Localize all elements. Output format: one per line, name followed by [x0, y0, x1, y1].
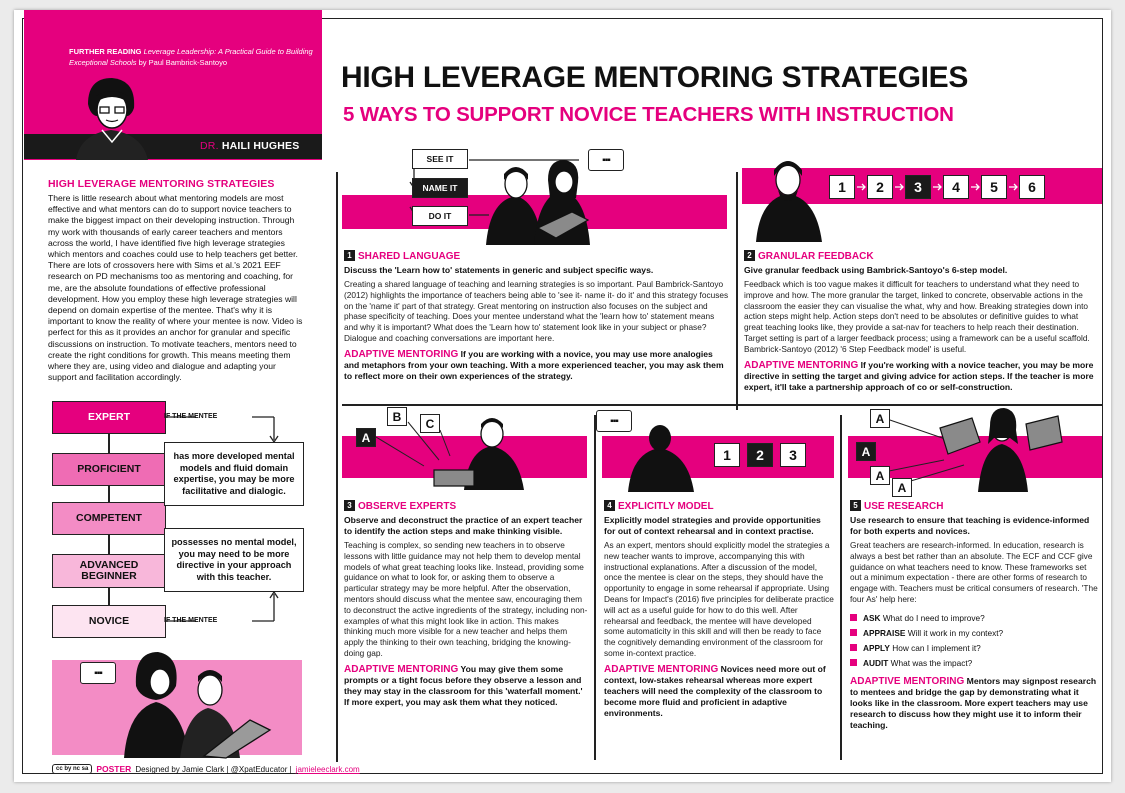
section3-lead: Observe and deconstruct the practice of an expert teacher to identify the action steps and make thinking visible.	[344, 515, 583, 536]
bullet-square-icon	[850, 614, 857, 621]
section5-adaptive: ADAPTIVE MENTORING Mentors may signpost research to mentees and bridge the gap by demonstrating what it looks like in the classroom. More expert teachers may use research to discuss how they might use it to inform their teaching.	[850, 675, 1097, 730]
intro-text: There is little research about what mentoring models are most effective and what mentors can do to support novice teachers to make the biggest impact on their developing instruction. Through my work with thousands of early career teachers and mentors across the world, I have identified five high leverage strategies which mentors and coaches could use to help teachers get better. There are lots of crossovers here with Sims et al.'s 2021 EEF research on PD mechanisms too as mentoring and coaching, for me, are the absolute foundations of effective professional development. How you employ these high leverage strategies will depend on domain expertise of the mentee. That's why it is important to know the reality of where your mentee is now. Video is perfect for this as it provides an anchor for granular and specific discussions on instruction. To motivate teachers, mentors need to create the right conditions for growth. This means meeting them where they are, using video and dialogue and adapting your support and facilitation accordingly.	[48, 193, 303, 383]
page-subtitle: 5 WAYS TO SUPPORT NOVICE TEACHERS WITH INSTRUCTION	[343, 103, 954, 126]
letter-a-box: A	[856, 442, 876, 461]
level-proficient: PROFICIENT	[52, 453, 166, 486]
bullet-square-icon	[850, 629, 857, 636]
section1-lead: Discuss the 'Learn how to' statements in generic and subject specific ways.	[344, 265, 654, 275]
section4-body: As an expert, mentors should explicitly model the strategies a new teacher wants to improve, accompanying this with instructional explanations. After a discussion of the model, once the mentee is clear on the steps, they should have the opportunity to engage in some rehearsal if appropriate. Using Deans for Impact's (2016) five principles for deliberate practice will act as a useful guide for how to do this well. After rehearsal and feedback, the mentee will have developed some automaticity in this skill and will then be ready to face the cognitively demanding environment of the classroom for some in-context practice.	[604, 540, 834, 658]
speech-bubble: ▪▪▪	[596, 410, 632, 432]
section1-adaptive: ADAPTIVE MENTORING If you are working with a novice, you may use more analogies and metaphors from your own teaching. With a more experienced teacher, you may ask them to reflect more on their own experiences of the strategy.	[344, 348, 724, 381]
adaptive-label: ADAPTIVE MENTORING	[344, 348, 459, 360]
poster-label: POSTER	[96, 764, 132, 774]
step-box: 6	[1019, 175, 1045, 199]
model-step-box: 3	[780, 443, 806, 467]
model-step-box-active: 2	[747, 443, 773, 467]
intro-title: HIGH LEVERAGE MENTORING STRATEGIES	[48, 178, 275, 190]
step-box: 2	[867, 175, 893, 199]
section1-title: 1 SHARED LANGUAGE	[344, 250, 729, 262]
level-novice: NOVICE	[52, 605, 166, 638]
author-prefix: DR.	[200, 140, 219, 152]
adaptive-label: ADAPTIVE MENTORING	[604, 663, 719, 675]
further-reading-label: FURTHER READING	[69, 47, 142, 56]
adaptive-label: ADAPTIVE MENTORING	[850, 675, 965, 687]
letter-a-box: A	[892, 478, 912, 497]
level-competent: COMPETENT	[52, 502, 166, 535]
footer	[52, 764, 360, 774]
adaptive-label: ADAPTIVE MENTORING	[344, 663, 459, 675]
level-expert: EXPERT	[52, 401, 166, 434]
page-title: HIGH LEVERAGE MENTORING STRATEGIES	[341, 61, 969, 94]
list-item: APPRAISE Will it work in my context?	[850, 626, 1100, 641]
section3-title: 3 OBSERVE EXPERTS	[344, 500, 589, 512]
author-name-text: HAILI HUGHES	[221, 140, 300, 152]
do-it-box: DO IT	[412, 206, 468, 226]
section3-adaptive: ADAPTIVE MENTORING You may give them some prompts or a tight focus before they observe a lesson and they may stay in the classroom for this 'waterfall moment.' If more expert, you may ask them what they noticed.	[344, 663, 583, 707]
book-author: by Paul Bambrick-Santoyo	[138, 58, 228, 67]
book-title: Leverage Leadership: A Practical Guide to Building Exceptional Schools	[69, 47, 313, 67]
section2-title: 2 GRANULAR FEEDBACK	[744, 250, 1099, 262]
level-advanced-beginner: ADVANCED BEGINNER	[52, 554, 166, 588]
section4-title: 4 EXPLICITLY MODEL	[604, 500, 834, 512]
bullet-square-icon	[850, 644, 857, 651]
step-box-active: 3	[905, 175, 931, 199]
section3-number: 3	[344, 500, 355, 511]
bullet-square-icon	[850, 659, 857, 666]
section5-title: 5 USE RESEARCH	[850, 500, 1100, 512]
name-it-box: NAME IT	[412, 178, 468, 198]
section4-number: 4	[604, 500, 615, 511]
step-box: 4	[943, 175, 969, 199]
list-item: ASK What do I need to improve?	[850, 611, 1100, 626]
section4-lead: Explicitly model strategies and provide opportunities for out of context rehearsal and in context practise.	[604, 515, 821, 536]
novice-note: possesses no mental model, you may need to be more directive in your approach with this teacher.	[164, 528, 304, 592]
section1-number: 1	[344, 250, 355, 261]
speech-bubble: ▪▪▪	[80, 662, 116, 684]
adaptive-label: ADAPTIVE MENTORING	[744, 359, 859, 371]
list-item: APPLY How can I implement it?	[850, 641, 1100, 656]
letter-c-box: C	[420, 414, 440, 433]
section5-number: 5	[850, 500, 861, 511]
section4-adaptive: ADAPTIVE MENTORING Novices need more out of context, low-stakes rehearsal whereas more expert teachers will need the complexity of the classroom to become more fluid and proficient in adaptive environments.	[604, 663, 826, 718]
letter-a-box: A	[356, 428, 376, 447]
expert-note: has more developed mental models and fluid domain expertise, you may be more facilitative and dialogic.	[164, 442, 304, 506]
section5-illustration	[936, 402, 1066, 492]
section2-body: Feedback which is too vague makes it difficult for teachers to understand what they need to improve and how. The more granular the target, linked to concrete, observable actions in the classroom the easier they can visualise the what, why and how. Breaking strategies down into action steps might help. Action steps don't need to be absolutes or definitive guides to what great teaching looks like, they provide a sat-nav for teachers to help reach their destination. Target setting is part of a larger feedback process; using a framework can be a useful scaffold. Bambrick-Santoyo (2012) '6 Step Feedback model' is useful.	[744, 279, 1090, 354]
section5-lead: Use research to ensure that teaching is evidence-informed for both experts and novices.	[850, 515, 1090, 536]
four-as-list	[850, 611, 1100, 671]
section2-adaptive: ADAPTIVE MENTORING If you're working with a novice teacher, you may be more directive in setting the target and giving advice for action steps. If the teacher is more expert, it'll take a partnership approach of co or self-construction.	[744, 359, 1094, 392]
section1-body: Creating a shared language of teaching and learning strategies is so important. Paul Bambrick-Santoyo (2012) highlights the importance of teachers being able to 'see it- name it- do it' and this strategy focuses on the 'name it' part of that strategy. Great mentoring on instruction also focuses on the subject and phase specificity of teaching. Does your mentee understand what the 'learn how to' statement means and why it is important? What does the 'Learn how to' statement look like in your subject or phase? Dialogue and coaching conversations are important here.	[344, 279, 729, 343]
footer-credit: Designed by Jamie Clark | @XpatEducator |	[135, 764, 292, 774]
poster	[14, 10, 1111, 782]
letter-a-box: A	[870, 409, 890, 428]
section2-number: 2	[744, 250, 755, 261]
creative-commons-icon: cc by nc sa	[52, 764, 92, 774]
model-step-box: 1	[714, 443, 740, 467]
footer-link[interactable]: jamieleeclark.com	[295, 764, 360, 774]
step-box: 5	[981, 175, 1007, 199]
section5-body: Great teachers are research-informed. In education, research is always a best bet rather than an absolute. The ECF and CCF give guidance on what teachers need to know. These frameworks set out a minimum expectation - there are other forms of research to engage with. Teachers must be critical consumers of research. 'The four As' help here:	[850, 540, 1098, 604]
section3-body: Teaching is complex, so sending new teachers in to observe lessons with little guidance may not help them to develop mental models of what great teaching looks like. Instead, providing some guidance on what to look for, or asking them to observe a particular strategy may be more helpful. After the observation, mentors should discuss what the mentee saw, encouraging them to deconstruct the active ingredients of the strategy, including non-examples of what this might look like in action. This makes thinking much more visible for a new teacher and helps them apply the thinking to their own teaching, bridging the knowing-doing gap.	[344, 540, 588, 658]
letter-a-box: A	[870, 466, 890, 485]
section2-lead: Give granular feedback using Bambrick-Santoyo's 6-step model.	[744, 265, 1008, 275]
see-it-box: SEE IT	[412, 149, 468, 169]
if-the-mentee-label: IF THE MENTEE	[164, 413, 218, 420]
section-use-research	[850, 500, 1100, 731]
list-item: AUDIT What was the impact?	[850, 656, 1100, 671]
step-box: 1	[829, 175, 855, 199]
speech-bubble: ▪▪▪	[588, 149, 624, 171]
letter-b-box: B	[387, 407, 407, 426]
if-the-mentee-label: IF THE MENTEE	[164, 617, 218, 624]
